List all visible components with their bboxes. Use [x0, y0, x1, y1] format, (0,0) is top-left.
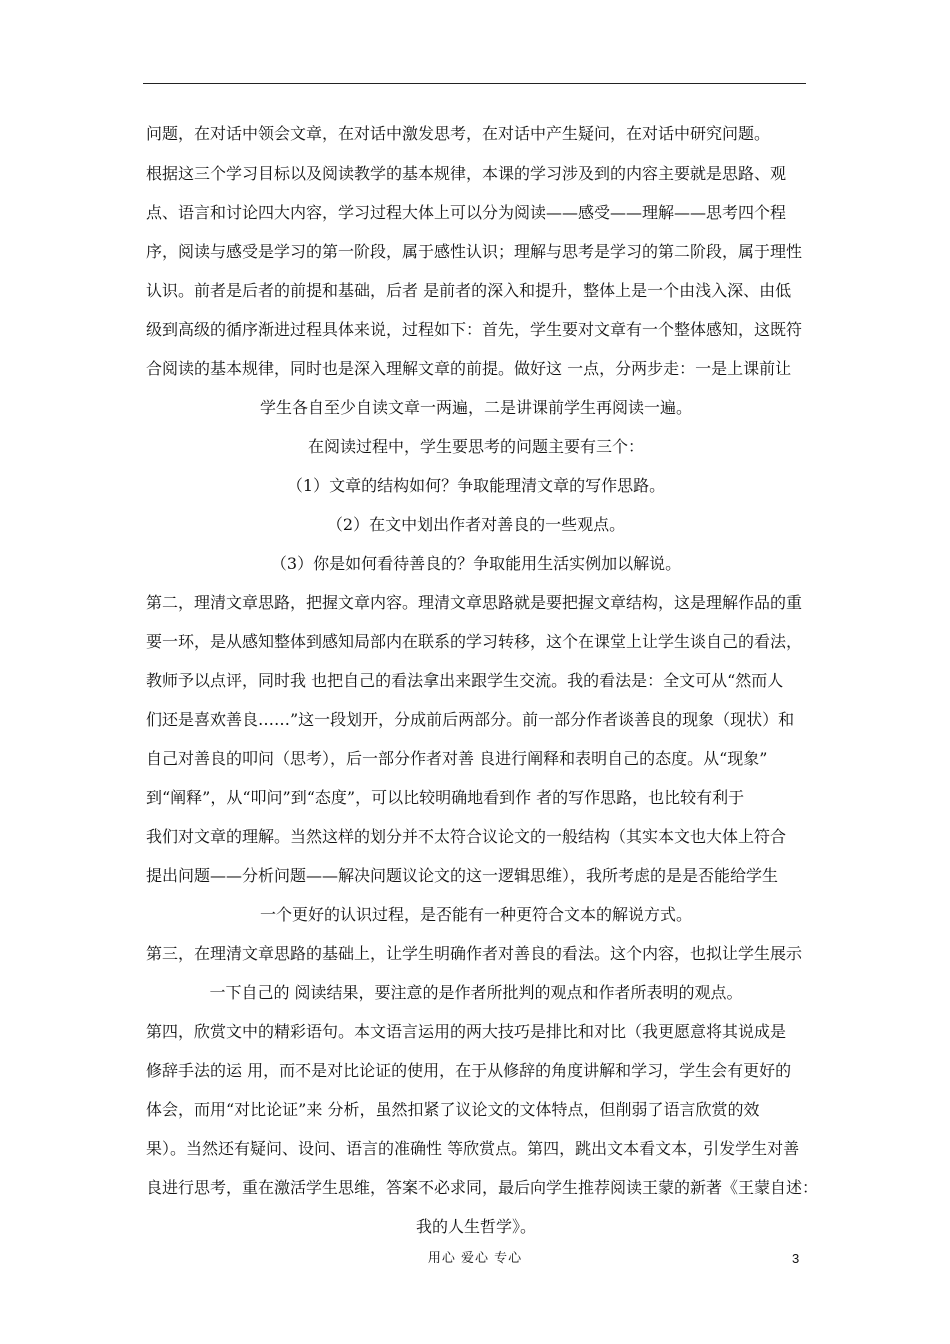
paragraph-line: 体会，而用“对比论证”来 分析，虽然扣紧了议论文的文体特点，但削弱了语言欣赏的效: [146, 1100, 760, 1119]
paragraph-line: 提出问题——分析问题——解决问题议论文的这一逻辑思维），我所考虑的是是否能给学生: [146, 866, 779, 885]
header-rule: [143, 83, 806, 84]
question-item: （3）你是如何看待善良的？争取能用生活实例加以解说。: [270, 554, 682, 573]
paragraph-line: 学生各自至少自读文章一两遍，二是讲课前学生再阅读一遍。: [259, 398, 692, 417]
question-item: （2）在文中划出作者对善良的一些观点。: [326, 515, 626, 534]
paragraph-line: 良进行思考，重在激活学生思维，答案不必求同，最后向学生推荐阅读王蒙的新著《王蒙自述：: [146, 1178, 819, 1197]
paragraph-line: 第二，理清文章思路，把握文章内容。理清文章思路就是要把握文章结构，这是理解作品的重: [146, 593, 803, 612]
paragraph-line: 第三，在理清文章思路的基础上，让学生明确作者对善良的看法。这个内容，也拟让学生展示: [146, 944, 803, 963]
paragraph-line: 在阅读过程中，学生要思考的问题主要有三个：: [307, 437, 644, 456]
question-item: （1）文章的结构如何？争取能理清文章的写作思路。: [286, 476, 666, 495]
paragraph-line: 点、语言和讨论四大内容，学习过程大体上可以分为阅读——感受——理解——思考四个程: [146, 203, 787, 222]
paragraph-line: 第四，欣赏文中的精彩语句。本文语言运用的两大技巧是排比和对比（我更愿意将其说成是: [146, 1022, 787, 1041]
paragraph-line: 到“阐释”，从“叩问”到“态度”，可以比较明确地看到作 者的写作思路，也比较有利于: [146, 788, 745, 807]
paragraph-line: 自己对善良的叩问（思考），后一部分作者对善 良进行阐释和表明自己的态度。从“现象”: [146, 749, 768, 768]
paragraph-line: 序，阅读与感受是学习的第一阶段，属于感性认识；理解与思考是学习的第二阶段，属于理性: [146, 242, 803, 261]
paragraph-line: 认识。前者是后者的前提和基础，后者 是前者的深入和提升，整体上是一个由浅入深、由低: [146, 281, 792, 300]
paragraph-line: 修辞手法的运 用，而不是对比论证的使用，在于从修辞的角度讲解和学习，学生会有更好的: [146, 1061, 792, 1080]
paragraph-line: 我们对文章的理解。当然这样的划分并不太符合议论文的一般结构（其实本文也大体上符合: [146, 827, 787, 846]
paragraph-line: 问题，在对话中领会文章，在对话中激发思考，在对话中产生疑问，在对话中研究问题。: [146, 124, 771, 143]
paragraph-line: 果）。当然还有疑问、设问、语言的准确性 等欣赏点。第四，跳出文本看文本，引发学生对善: [146, 1139, 800, 1158]
paragraph-line: 一下自己的 阅读结果，要注意的是作者所批判的观点和作者所表明的观点。: [209, 983, 743, 1002]
page-number: 3: [792, 1251, 800, 1266]
paragraph-line: 一个更好的认识过程，是否能有一种更符合文本的解说方式。: [259, 905, 692, 924]
paragraph-line: 要一环，是从感知整体到感知局部内在联系的学习转移，这个在课堂上让学生谈自己的看法，: [146, 632, 803, 651]
paragraph-line: 们还是喜欢善良……”这一段划开，分成前后两部分。前一部分作者谈善良的现象（现状）和: [146, 710, 795, 729]
paragraph-line: 级到高级的循序渐进过程具体来说，过程如下：首先，学生要对文章有一个整体感知，这既符: [146, 320, 803, 339]
paragraph-line: 根据这三个学习目标以及阅读教学的基本规律，本课的学习涉及到的内容主要就是思路、观: [146, 164, 787, 183]
footer-motto: 用心 爱心 专心: [427, 1251, 523, 1266]
paragraph-line: 教师予以点评，同时我 也把自己的看法拿出来跟学生交流。我的看法是：全文可从“然而人: [146, 671, 784, 690]
paragraph-line: 合阅读的基本规律，同时也是深入理解文章的前提。做好这 一点，分两步走：一是上课前让: [146, 359, 792, 378]
paragraph-line: 我的人生哲学》。: [415, 1217, 536, 1236]
